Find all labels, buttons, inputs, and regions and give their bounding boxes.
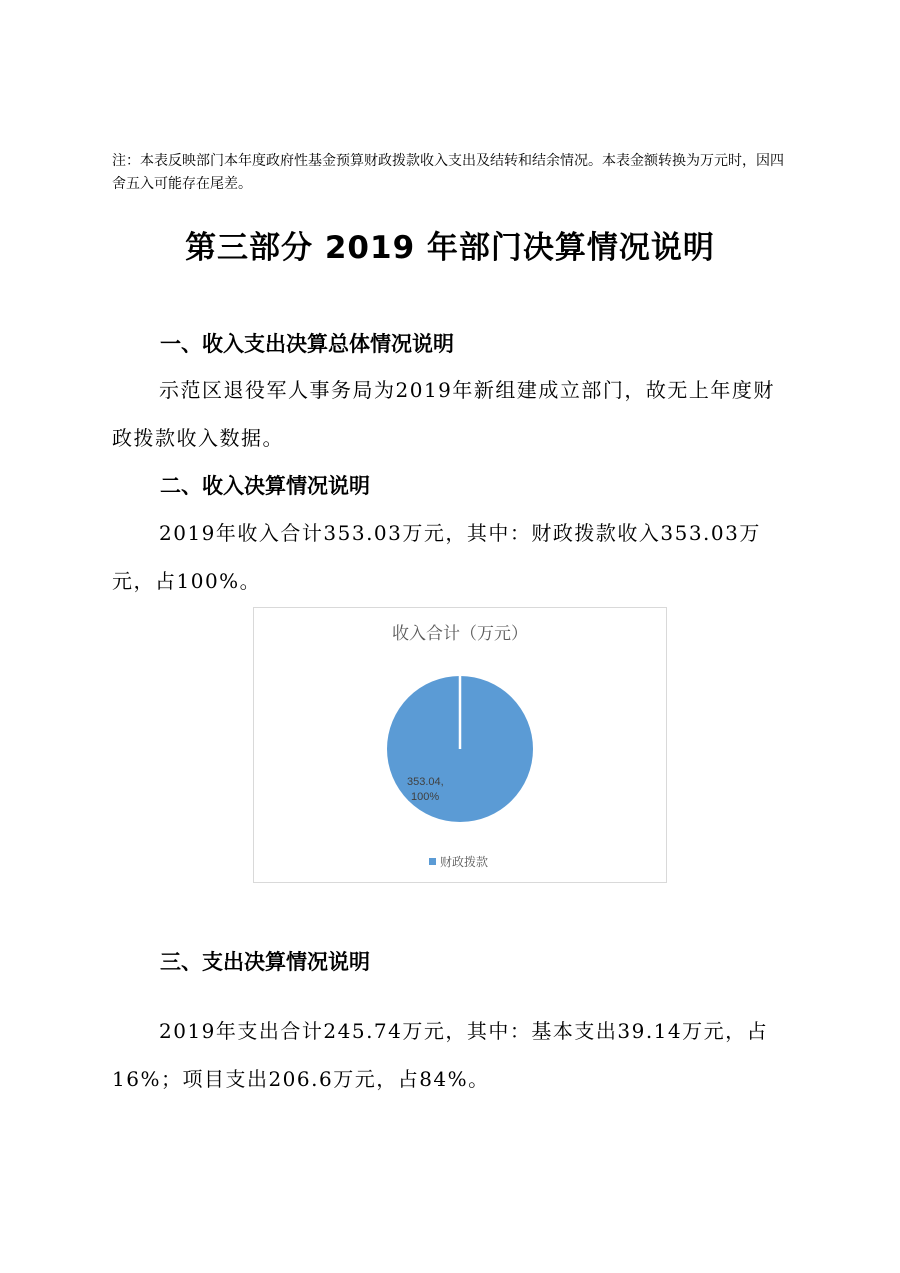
part-title: 第三部分 2019 年部门决算情况说明	[185, 230, 715, 266]
data-label-percent: 100%	[411, 791, 440, 803]
section-3-heading: 三、支出决算情况说明	[160, 950, 370, 974]
section-2-heading: 二、收入决算情况说明	[160, 474, 370, 498]
chart-title: 收入合计（万元）	[392, 624, 528, 644]
section-1-paragraph: 示范区退役军人事务局为2019年新组建成立部门，故无上年度财政拨款收入数据。	[112, 378, 775, 450]
legend-label: 财政拨款	[440, 855, 489, 869]
table-note: 注：本表反映部门本年度政府性基金预算财政拨款收入支出及结转和结余情况。本表金额转换为万元时，因四舍五入可能存在尾差。	[112, 153, 784, 192]
income-pie-chart	[253, 607, 667, 883]
legend-swatch	[429, 858, 436, 865]
section-2-paragraph: 2019年收入合计353.03万元，其中：财政拨款收入353.03万元，占100%。	[112, 521, 761, 593]
section-3-paragraph: 2019年支出合计245.74万元，其中：基本支出39.14万元，占16%；项目支出206.6万元，占84%。	[112, 1019, 769, 1091]
section-1-heading: 一、收入支出决算总体情况说明	[160, 332, 454, 356]
data-label-value: 353.04,	[407, 776, 444, 788]
